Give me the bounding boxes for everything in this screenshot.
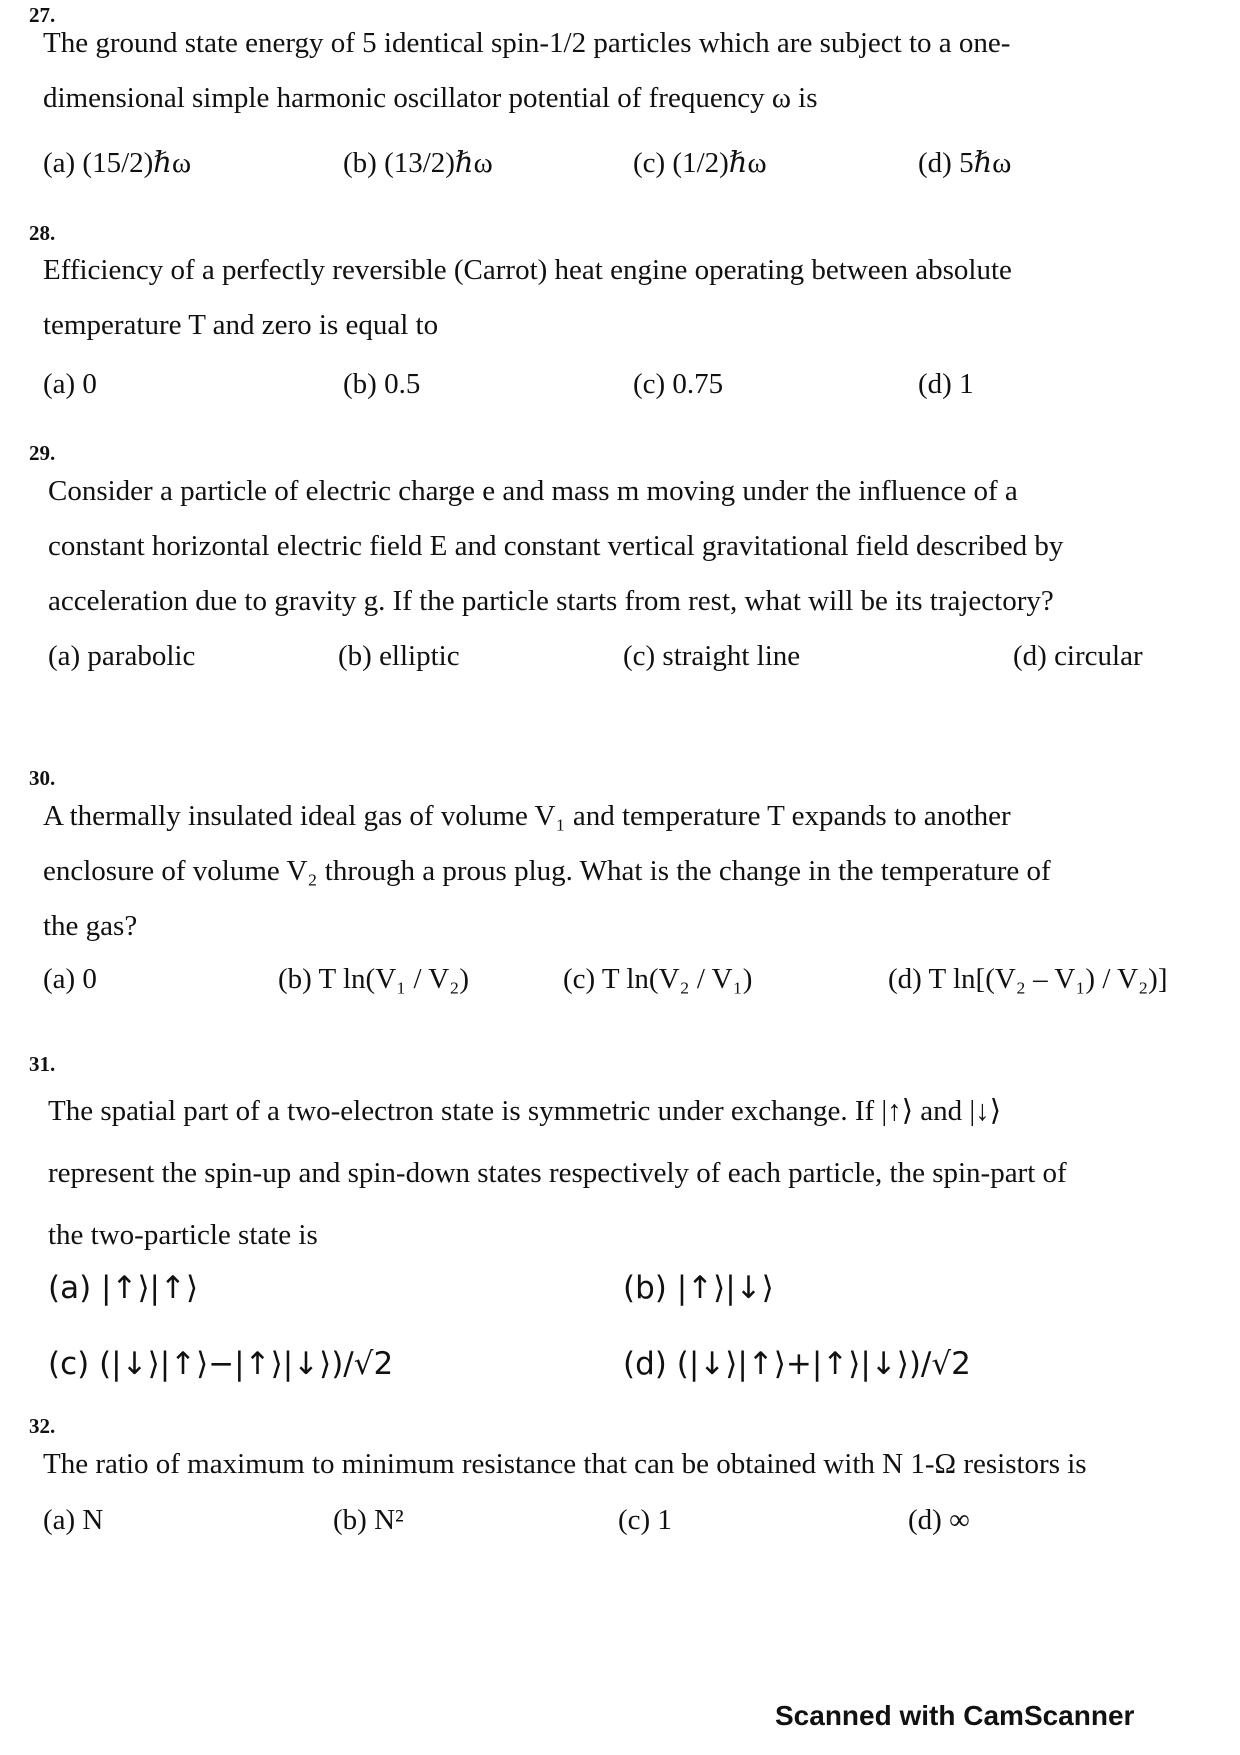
stem-line: the two-particle state is xyxy=(48,1219,318,1251)
question-number: 31. xyxy=(29,1052,56,1076)
stem-line: The spatial part of a two-electron state is symmetric under exchange. If |↑⟩ and |↓⟩ xyxy=(48,1095,1002,1127)
option-a: (a) 0 xyxy=(43,963,97,995)
option-c: (c) 0.75 xyxy=(633,368,724,400)
option-d: (d) 1 xyxy=(918,368,974,400)
stem-line: acceleration due to gravity g. If the particle starts from rest, what will be its trajectory? xyxy=(48,585,1054,617)
option-a: (a) parabolic xyxy=(48,640,196,672)
stem-line: constant horizontal electric field E and constant vertical gravitational field described by xyxy=(48,530,1064,562)
question-number: 30. xyxy=(29,766,56,790)
option-c: (c) (1/2)ℏω xyxy=(633,147,767,179)
option-c: (c) 1 xyxy=(618,1504,672,1536)
question-stem xyxy=(43,16,1213,126)
option-d: (d) T ln[(V₂ – V₁) / V₂)] xyxy=(888,963,1168,995)
stem-line: temperature T and zero is equal to xyxy=(43,309,439,341)
option-a: (a) (15/2)ℏω xyxy=(43,147,192,179)
option-b: (b) elliptic xyxy=(338,640,460,672)
option-a: (a) N xyxy=(43,1504,104,1536)
stem-line: The ground state energy of 5 identical spin-1/2 particles which are subject to a one- xyxy=(43,27,1011,59)
question-stem xyxy=(43,1437,1223,1492)
scanner-watermark: Scanned with CamScanner xyxy=(775,1700,1135,1731)
stem-line: Consider a particle of electric charge e and mass m moving under the influence of a xyxy=(48,475,1018,507)
option-b: (b) T ln(V₁ / V₂) xyxy=(278,963,469,995)
question-stem xyxy=(43,243,1213,353)
question-stem xyxy=(43,789,1213,954)
stem-line: The ratio of maximum to minimum resistance that can be obtained with N 1-Ω resistors is xyxy=(43,1448,1087,1480)
option-b: (b) |↑⟩|↓⟩ xyxy=(623,1270,774,1306)
option-c: (c) T ln(V₂ / V₁) xyxy=(563,963,753,995)
option-c: (c) (|↓⟩|↑⟩−|↑⟩|↓⟩)/√2 xyxy=(48,1346,394,1382)
option-a: (a) 0 xyxy=(43,368,97,400)
question-number: 27. xyxy=(29,3,56,27)
stem-line: A thermally insulated ideal gas of volume V₁ and temperature T expands to another xyxy=(43,800,1011,832)
option-a: (a) |↑⟩|↑⟩ xyxy=(48,1270,199,1306)
question-number: 32. xyxy=(29,1414,56,1438)
question-stem xyxy=(48,464,1213,629)
option-b: (b) N² xyxy=(333,1504,404,1536)
option-d: (d) 5ℏω xyxy=(918,147,1012,179)
stem-line: Efficiency of a perfectly reversible (Carrot) heat engine operating between absolute xyxy=(43,254,1012,286)
option-d: (d) (|↓⟩|↑⟩+|↑⟩|↓⟩)/√2 xyxy=(623,1346,971,1382)
option-b: (b) (13/2)ℏω xyxy=(343,147,493,179)
option-c: (c) straight line xyxy=(623,640,801,672)
stem-line: the gas? xyxy=(43,910,138,942)
option-b: (b) 0.5 xyxy=(343,368,421,400)
option-d: (d) ∞ xyxy=(908,1504,970,1536)
question-number: 28. xyxy=(29,221,56,245)
question-number: 29. xyxy=(29,441,56,465)
stem-line: enclosure of volume V₂ through a prous plug. What is the change in the temperature of xyxy=(43,855,1051,887)
option-d: (d) circular xyxy=(1013,640,1143,672)
question-stem xyxy=(48,1080,1213,1266)
stem-line: dimensional simple harmonic oscillator potential of frequency ω is xyxy=(43,82,818,114)
stem-line: represent the spin-up and spin-down states respectively of each particle, the spin-part of xyxy=(48,1157,1067,1189)
